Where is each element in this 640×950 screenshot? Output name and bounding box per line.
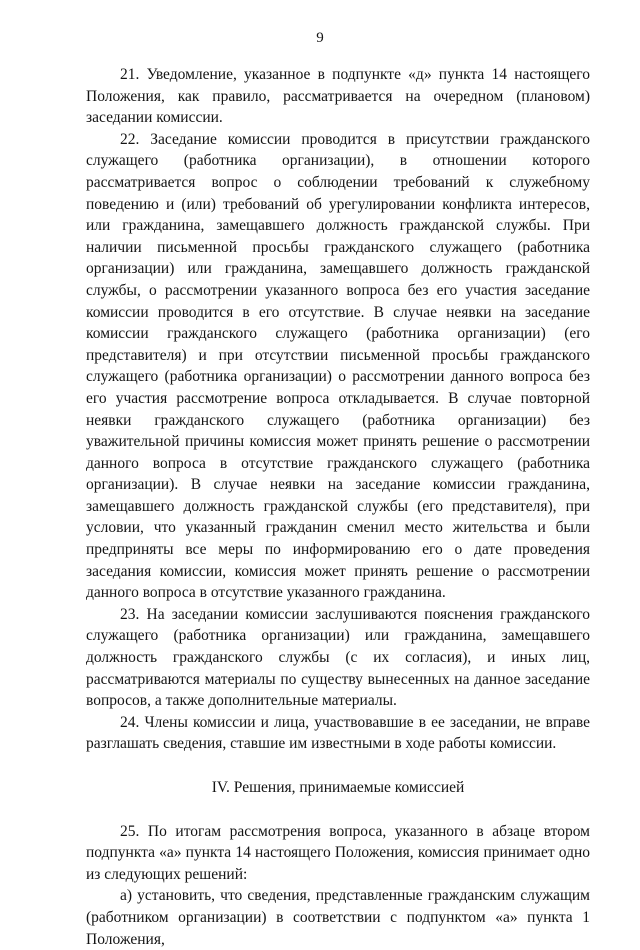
paragraph-23: 23. На заседании комиссии заслушиваются пояснения гражданского служащего (работника организации) или гражданина, замещавшего должность гражданского службы (с их согласия), и иных лиц, рассматриваются материалы по существу вынесенных на данное заседание вопросов, а также дополнительные материалы.: [86, 605, 590, 710]
paragraph-22: 22. Заседание комиссии проводится в присутствии гражданского служащего (работника организации), в отношении которого рассматривается вопрос о соблюдении требований к служебному поведению и (или) требований об урегулировании конфликта интересов, или гражданина, замещавшего должность гражданской службы. При наличии письменной просьбы гражданского служащего (работника организации) или гражданина, замещавшего должность гражданской службы, о рассмотрении указанного вопроса без его участия заседание комиссии проводится в его отсутствие. В случае неявки на заседание комиссии гражданского служащего (работника организации) (его представителя) и при отсутствии письменной просьбы гражданского служащего (работника организации) о рассмотрении данного вопроса без его участия рассмотрение вопроса откладывается. В случае повторной неявки гражданского служащего (работника организации) без уважительной причины комиссия может принять решение о рассмотрении данного вопроса в отсутствие гражданского служащего (работника организации). В случае неявки на заседание комиссии гражданина, замещавшего должность гражданской службы (его представителя), при условии, что указанный гражданин сменил место жительства и были предприняты все меры по информированию его о дате проведения заседания комиссии, комиссия может принять решение о рассмотрении данного вопроса в отсутствие указанного гражданина.: [86, 130, 590, 602]
spacer: [86, 799, 590, 821]
paragraph-24: 24. Члены комиссии и лица, участвовавшие в ее заседании, не вправе разглашать сведения, ставшие им известными в ходе работы комиссии.: [86, 713, 590, 753]
section-heading: IV. Решения, принимаемые комиссией: [211, 779, 465, 796]
paragraph-21: 21. Уведомление, указанное в подпункте «д» пункта 14 настоящего Положения, как правило, рассматривается на очередном (плановом) заседании комиссии.: [86, 66, 590, 127]
page-number: 9: [316, 30, 324, 46]
document-body: [86, 64, 590, 950]
paragraph-25: 25. По итогам рассмотрения вопроса, указанного в абзаце втором подпункта «а» пункта 14 настоящего Положения, комиссия принимает одно из следующих решений:: [86, 822, 590, 883]
spacer: [86, 755, 590, 777]
paragraph-25a: а) установить, что сведения, представленные гражданским служащим (работником организации) в соответствии с подпунктом «а» пункта 1 Положения,: [86, 887, 590, 948]
